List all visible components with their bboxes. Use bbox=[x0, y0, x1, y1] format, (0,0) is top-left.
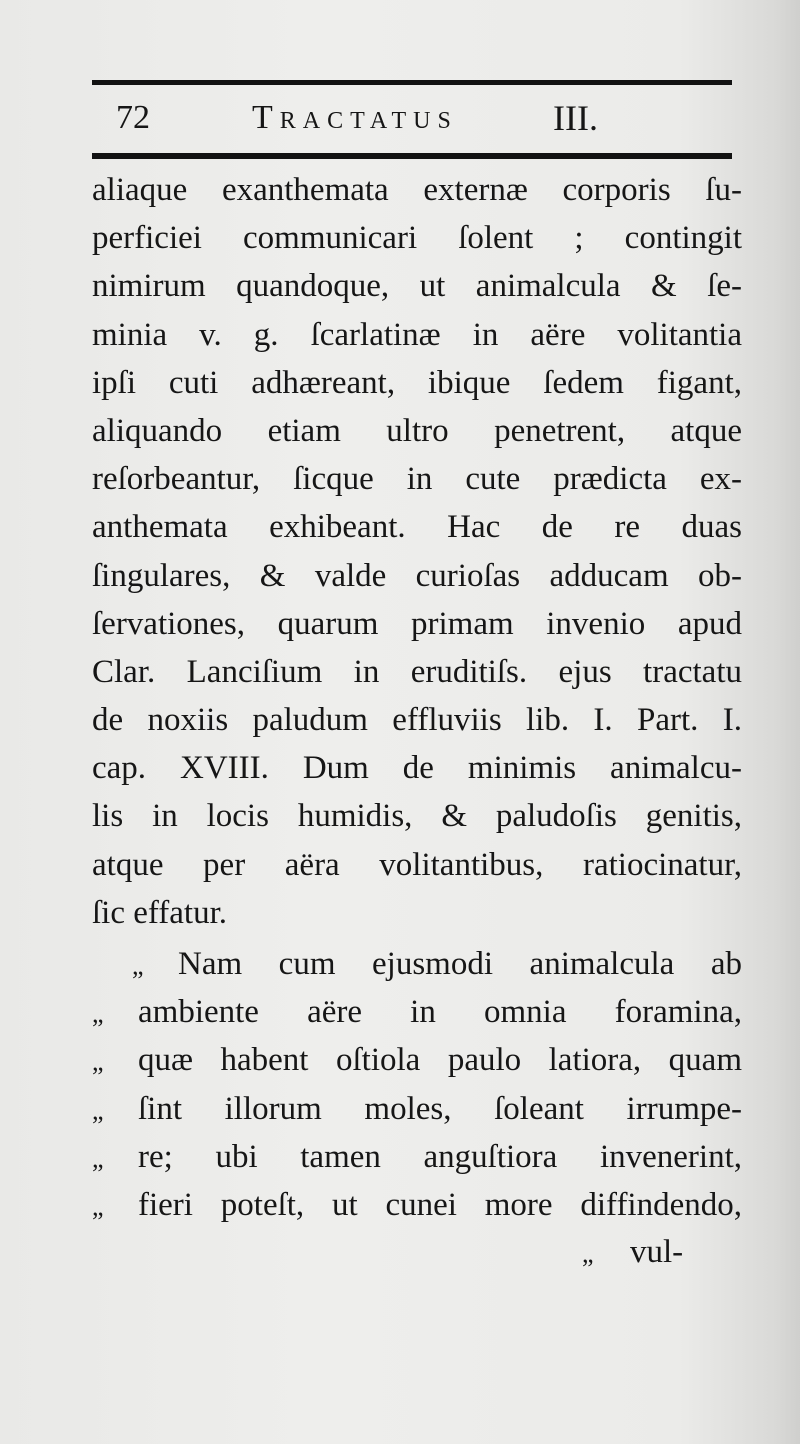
page-number: 72 bbox=[116, 99, 150, 136]
quote-text: quæ habent oſtiola paulo latiora, quam bbox=[138, 1042, 742, 1079]
text-line: cap. XVIII. Dum de minimis animalcu- bbox=[92, 750, 742, 787]
text-line: Clar. Lanciſium in eruditiſs. ejus tractatu bbox=[92, 653, 742, 690]
quote-mark: „ bbox=[132, 951, 144, 980]
text-line: atque per aëra volitantibus, ratiocinatur, bbox=[92, 846, 742, 883]
running-title: Tractatus bbox=[252, 99, 458, 136]
text-line: ipſi cuti adhæreant, ibique ſedem figant, bbox=[92, 364, 742, 401]
text-line: perficiei communicari ſolent ; contingit bbox=[92, 220, 742, 257]
quote-line bbox=[92, 1085, 742, 1133]
text-line: ſervationes, quarum primam invenio apud bbox=[92, 605, 742, 642]
quote-mark: „ bbox=[92, 1095, 104, 1125]
text-line: anthemata exhibeant. Hac de re duas bbox=[92, 509, 742, 546]
quote-text: ſint illorum moles, ſoleant irrumpe- bbox=[138, 1090, 742, 1127]
text-line: minia v. g. ſcarlatinæ in aëre volitantia bbox=[92, 316, 742, 353]
quote-text: fieri poteſt, ut cunei more diffindendo, bbox=[138, 1186, 742, 1223]
text-line: lis in locis humidis, & paludoſis genitis, bbox=[92, 798, 742, 835]
quote-mark: „ bbox=[92, 1047, 104, 1077]
text-line: ſic effatur. bbox=[92, 894, 227, 931]
quotation-block bbox=[92, 940, 742, 1229]
catchword-text: vul- bbox=[630, 1234, 684, 1270]
quote-text: re; ubi tamen anguſtiora invenerint, bbox=[138, 1138, 742, 1175]
quote-line bbox=[92, 940, 742, 988]
quote-mark: „ bbox=[92, 999, 104, 1029]
quote-line bbox=[92, 988, 742, 1036]
quote-line bbox=[92, 1036, 742, 1084]
catchword bbox=[582, 1228, 683, 1278]
quote-text: ambiente aëre in omnia foramina, bbox=[138, 994, 742, 1031]
quote-mark: „ bbox=[92, 1191, 104, 1221]
body-text bbox=[92, 166, 742, 937]
running-title-numeral: III. bbox=[553, 98, 598, 138]
quote-line bbox=[92, 1133, 742, 1181]
text-line: de noxiis paludum effluviis lib. I. Part. I. bbox=[92, 702, 742, 739]
text-line: ſingulares, & valde curioſas adducam ob- bbox=[92, 557, 742, 594]
header-rule-top bbox=[92, 80, 732, 85]
quote-text: Nam cum ejusmodi animalcula ab bbox=[178, 946, 742, 982]
text-line: reſorbeantur, ſicque in cute prædicta ex- bbox=[92, 461, 742, 498]
quote-mark: „ bbox=[582, 1239, 594, 1268]
text-line: aliaque exanthemata externæ corporis ſu- bbox=[92, 172, 742, 208]
text-line: nimirum quandoque, ut animalcula & ſe- bbox=[92, 268, 742, 305]
text-line: aliquando etiam ultro penetrent, atque bbox=[92, 412, 742, 449]
quote-line bbox=[92, 1181, 742, 1229]
quote-mark: „ bbox=[92, 1143, 104, 1173]
header-rule-bottom bbox=[92, 153, 732, 159]
